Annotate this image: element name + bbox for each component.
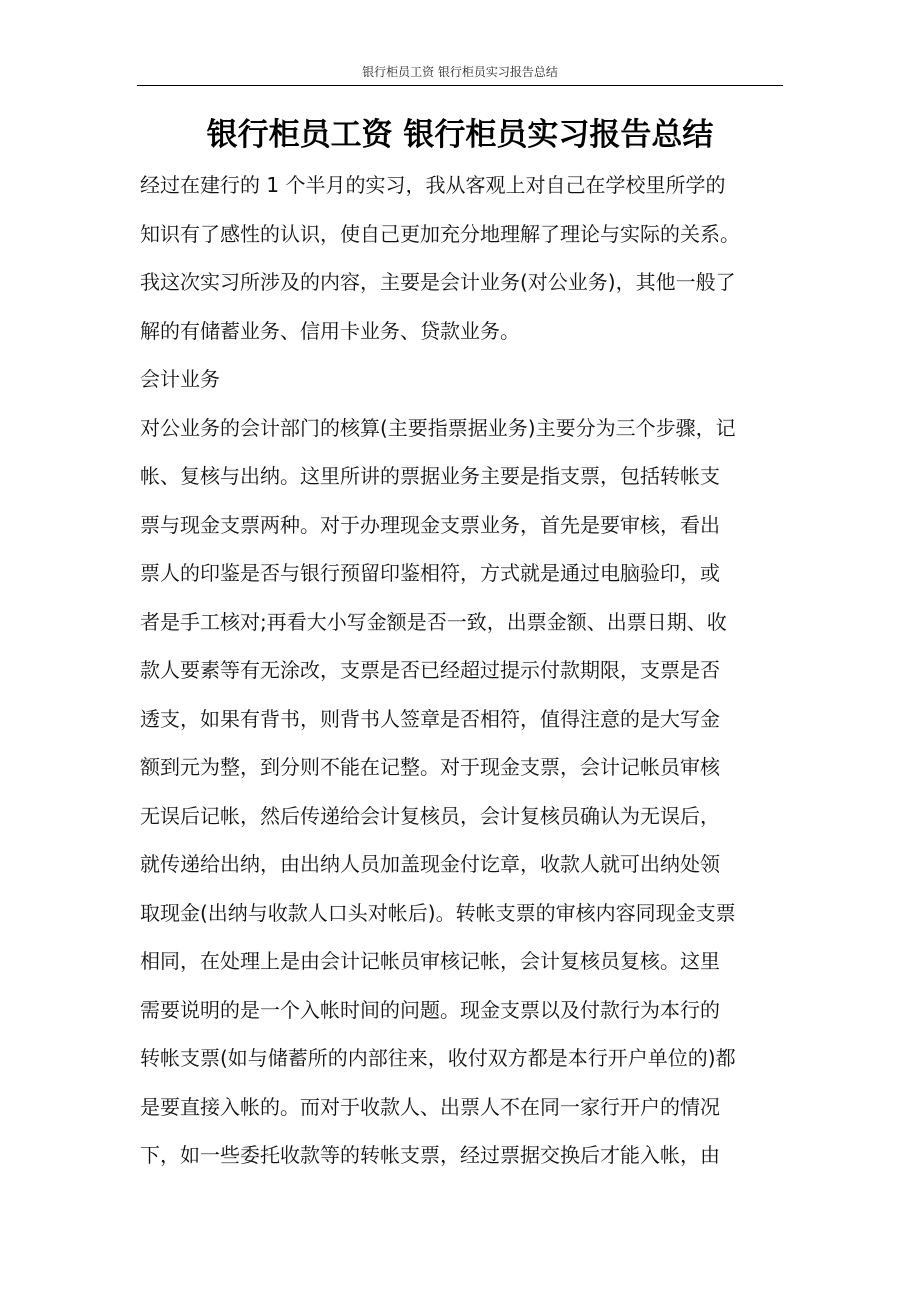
text-line: 需要说明的是一个入帐时间的问题。现金支票以及付款行为本行的 [140,997,720,1022]
text-line: 经过在建行的 1 个半月的实习，我从客观上对自己在学校里所学的 [140,173,726,197]
text-line: 帐、复核与出纳。这里所讲的票据业务主要是指支票，包括转帐支 [140,464,720,488]
text-line: 票人的印鉴是否与银行预留印鉴相符，方式就是通过电脑验印，或 [140,561,720,585]
text-line: 我这次实习所涉及的内容，主要是会计业务(对公业务)，其他一般了 [140,270,736,294]
document-body [140,161,786,1180]
document-title: 银行柜员工资 银行柜员实习报告总结 [206,117,714,153]
text-line: 额到元为整，到分则不能在记整。对于现金支票，会计记帐员审核 [140,755,720,779]
text-line: 下，如一些委托收款等的转帐支票，经过票据交换后才能入帐，由 [140,1143,720,1167]
text-line: 款人要素等有无涂改，支票是否已经超过提示付款期限，支票是否 [140,658,720,682]
running-header: 银行柜员工资 银行柜员实习报告总结 [362,65,558,79]
text-line: 者是手工核对;再看大小写金额是否一致，出票金额、出票日期、收 [140,609,727,634]
text-line: 知识有了感性的认识，使自己更加充分地理解了理论与实际的关系。 [140,221,740,246]
text-line: 转帐支票(如与储蓄所的内部往来，收付双方都是本行开户单位的)都 [140,1046,736,1070]
text-line: 取现金(出纳与收款人口头对帐后)。转帐支票的审核内容同现金支票 [140,900,736,925]
text-line: 无误后记帐，然后传递给会计复核员，会计复核员确认为无误后， [140,803,720,828]
text-line: 解的有储蓄业务、信用卡业务、贷款业务。 [140,318,520,343]
text-line: 相同，在处理上是由会计记帐员审核记帐，会计复核员复核。这里 [140,949,720,973]
section-heading: 会计业务 [140,367,220,391]
text-line: 就传递给出纳，由出纳人员加盖现金付讫章，收款人就可出纳处领 [140,852,720,876]
text-line: 对公业务的会计部门的核算(主要指票据业务)主要分为三个步骤，记 [140,415,736,440]
text-line: 票与现金支票两种。对于办理现金支票业务，首先是要审核，看出 [140,512,720,537]
header-rule [137,85,783,86]
text-line: 透支，如果有背书，则背书人签章是否相符，值得注意的是大写金 [140,706,720,731]
text-line: 是要直接入帐的。而对于收款人、出票人不在同一家行开户的情况 [140,1094,720,1119]
